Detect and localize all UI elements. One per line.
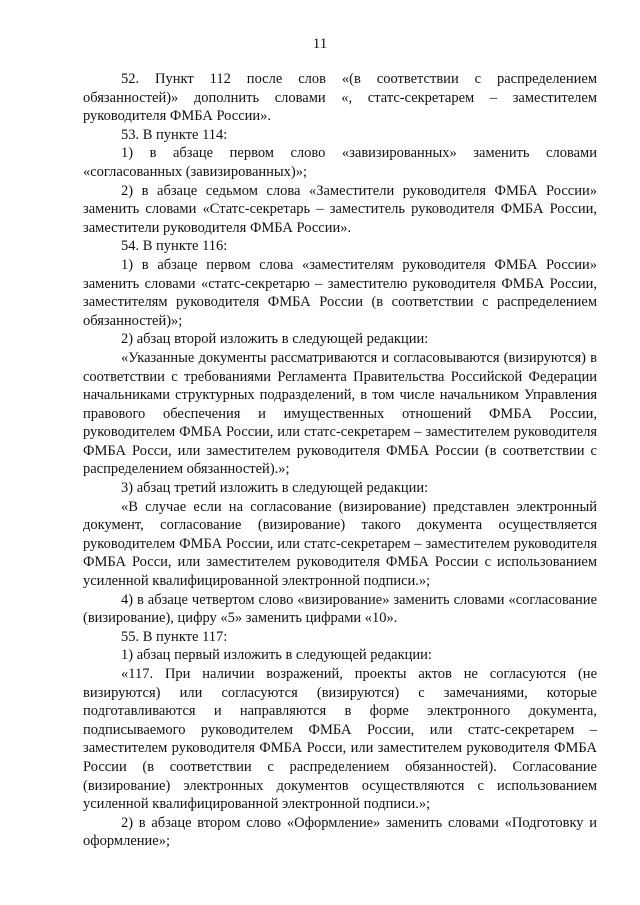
paragraph-54-item-2-text: «Указанные документы рассматриваются и согласовываются (визируются) в соответствии с требованиями Регламента Правительства Российской Федерации начальниками структурных подразделений, в том числе начальником Управления правового обеспечения и имущественных отношений ФМБА России, руководителем ФМБА России, или статс-секретарем – заместителем руководителя ФМБА Росси, или заместителем руководителя ФМБА России (в соответствии с распределением обязанностей).»; bbox=[83, 349, 597, 478]
paragraph-53-item-2: 2) в абзаце седьмом слова «Заместители руководителя ФМБА России» заменить словами «Статс-секретарь – заместитель руководителя ФМБА России, заместители руководителя ФМБА России». bbox=[83, 182, 597, 236]
paragraph-55-item-1: 1) абзац первый изложить в следующей редакции: bbox=[121, 647, 432, 664]
paragraph-52: 52. Пункт 112 после слов «(в соответствии с распределением обязанностей)» дополнить словами «, статс-секретарем – заместителем руководителя ФМБА России». bbox=[83, 71, 597, 125]
page-number: 11 bbox=[312, 36, 328, 52]
paragraph-54-item-3: 3) абзац третий изложить в следующей редакции: bbox=[121, 480, 429, 497]
paragraph-53-item-1: 1) в абзаце первом слово «завизированных» заменить словами «согласованных (завизированных)»; bbox=[83, 145, 597, 180]
paragraph-53-heading: 53. В пункте 114: bbox=[121, 126, 228, 143]
paragraph-55-item-1-text: «117. При наличии возражений, проекты актов не согласуются (не визируются) или согласуются (визируются) с замечаниями, которые подготавливаются и направляются в форме электронного документа, подписываемого руководителем ФМБА России, или статс-секретарем – заместителем руководителя ФМБА Росси, или заместителем руководителя ФМБА России (в соответствии с распределением обязанностей). Согласование (визирование) электронных документов осуществляются с использованием усиленной квалифицированной электронной подписи.»; bbox=[83, 666, 597, 813]
paragraph-55-heading: 55. В пункте 117: bbox=[121, 628, 228, 645]
paragraph-54-heading: 54. В пункте 116: bbox=[121, 238, 228, 255]
paragraph-54-item-1: 1) в абзаце первом слова «заместителям руководителя ФМБА России» заменить словами «статс-секретарю – заместителю руководителя ФМБА России, заместителям руководителя ФМБА России (в соответствии с распределением обязанностей)»; bbox=[83, 256, 597, 329]
paragraph-55-item-2: 2) в абзаце втором слово «Оформление» заменить словами «Подготовку и оформление»; bbox=[83, 814, 597, 850]
paragraph-54-item-3-text: «В случае если на согласование (визирование) представлен электронный документ, согласование (визирование) такого документа осуществляется руководителем ФМБА России, или статс-секретарем – заместителем руководителя ФМБА Росси, или заместителем руководителя ФМБА России с использованием усиленной квалифицированной электронной подписи.»; bbox=[83, 498, 597, 590]
paragraph-54-item-4: 4) в абзаце четвертом слово «визирование» заменить словами «согласование (визирование), цифру «5» заменить цифрами «10». bbox=[83, 591, 597, 627]
document-body bbox=[83, 70, 597, 851]
paragraph-54-item-2: 2) абзац второй изложить в следующей редакции: bbox=[121, 331, 429, 348]
